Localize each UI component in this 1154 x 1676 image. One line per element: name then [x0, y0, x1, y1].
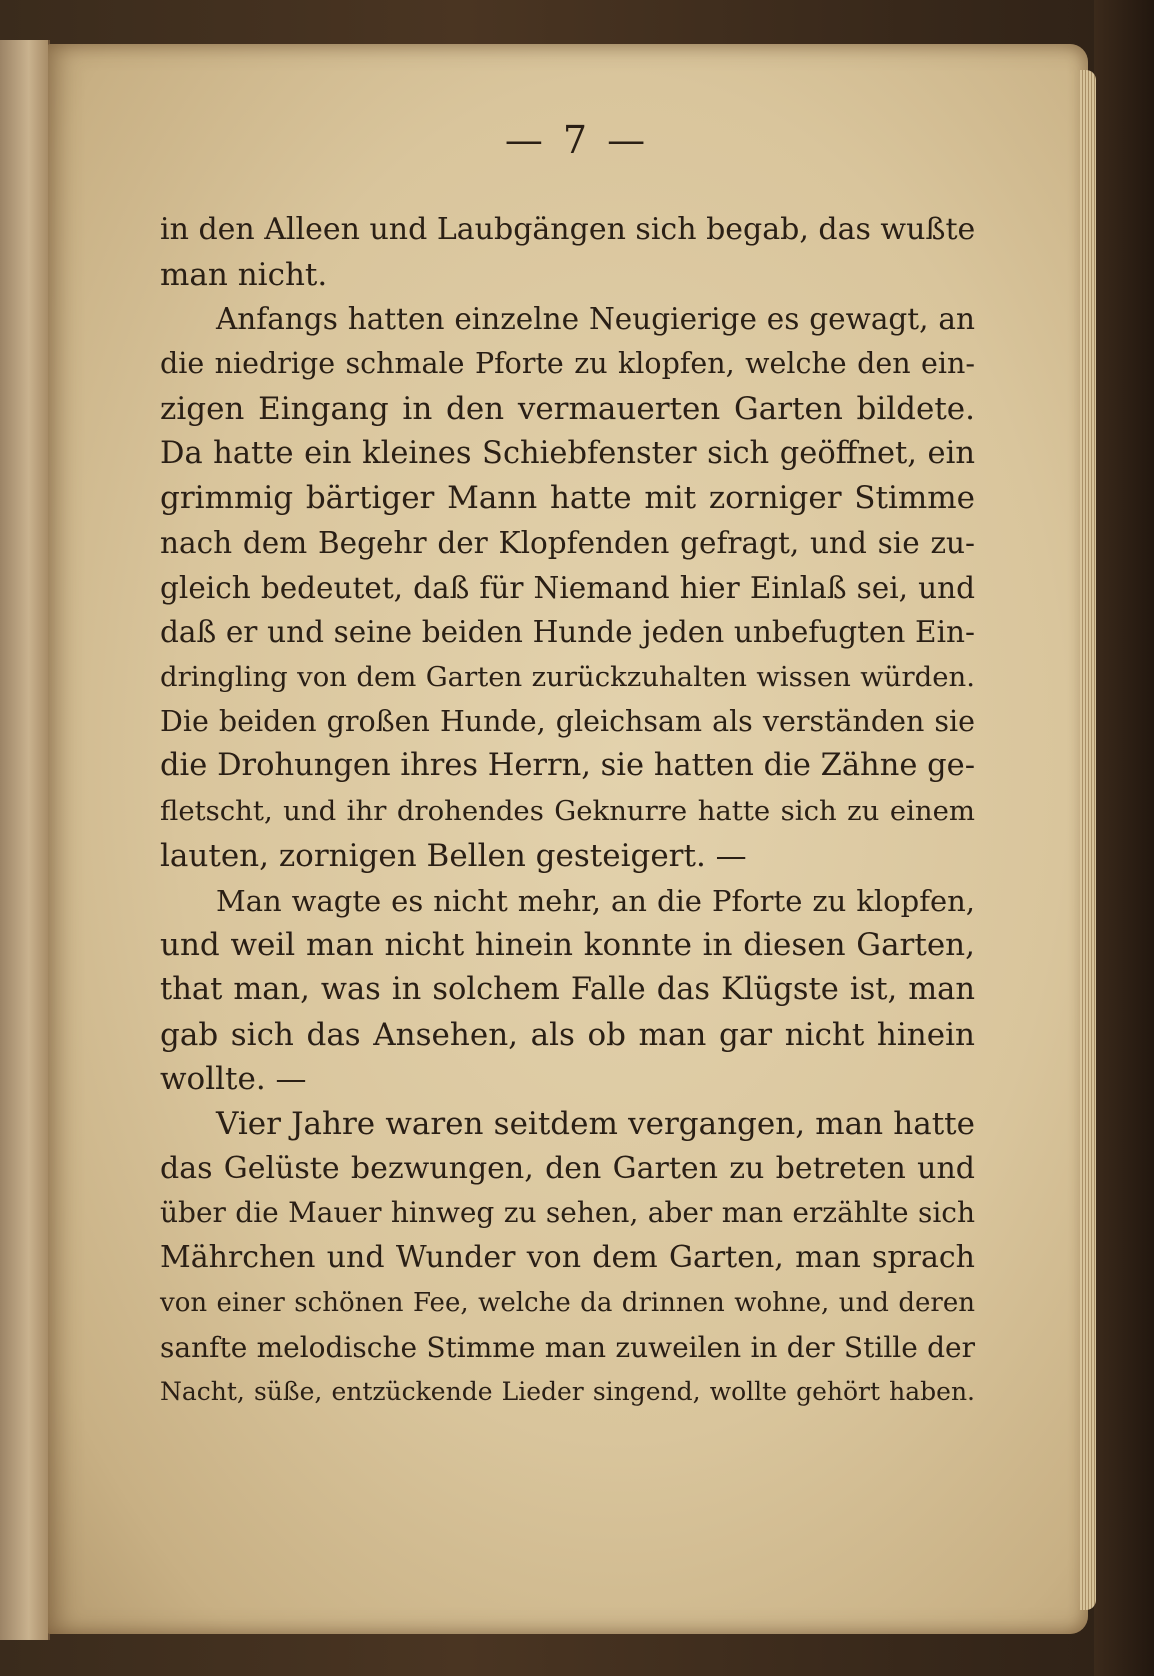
text-line: nach dem Begehr der Klopfenden gefragt, und sie zu- — [160, 525, 975, 560]
text-line: Da hatte ein kleines Schiebfenster sich geöffnet, ein — [160, 435, 975, 471]
book-cover-edge — [1094, 0, 1154, 1676]
text-line: das Gelüste bezwungen, den Garten zu betreten und — [160, 1150, 975, 1186]
text-line: Man wagte es nicht mehr, an die Pforte zu klopfen, — [216, 883, 975, 918]
text-line: Anfangs hatten einzelne Neugierige es gewagt, an — [216, 302, 975, 337]
text-line: Nacht, süße, entzückende Lieder singend, wollte gehört haben. — [160, 1377, 975, 1407]
text-line: Vier Jahre waren seitdem vergangen, man hatte — [216, 1106, 975, 1143]
text-line: zigen Eingang in den vermauerten Garten bildete. — [160, 390, 975, 427]
text-line: und weil man nicht hinein konnte in diesen Garten, — [160, 927, 975, 964]
text-line: gleich bedeutet, daß für Niemand hier Einlaß sei, und — [160, 570, 975, 605]
text-line: Mährchen und Wunder von dem Garten, man sprach — [160, 1240, 975, 1276]
text-line: die Drohungen ihres Herrn, sie hatten die Zähne ge- — [160, 748, 975, 784]
text-line: wollte. — — [160, 1061, 307, 1098]
text-line: dringling von dem Garten zurückzuhalten wissen würden. — [160, 661, 975, 694]
text-line: fletscht, und ihr drohendes Geknurre hatte sich zu einem — [160, 795, 975, 828]
text-line: sanfte melodische Stimme man zuweilen in der Stille der — [160, 1330, 975, 1364]
text-line: Die beiden großen Hunde, gleichsam als verständen sie — [160, 704, 975, 738]
text-line: that man, was in solchem Falle das Klügste ist, man — [160, 971, 975, 1007]
text-line: über die Mauer hinweg zu sehen, aber man erzählte sich — [160, 1196, 975, 1230]
page-stack-edges — [1080, 70, 1096, 1610]
text-line: lauten, zornigen Bellen gesteigert. — — [160, 837, 747, 874]
text-line: in den Alleen und Laubgängen sich begab, das wußte — [160, 212, 976, 247]
text-line: daß er und seine beiden Hunde jeden unbefugten Ein- — [160, 615, 975, 650]
text-line: gab sich das Ansehen, als ob man gar nicht hinein — [160, 1016, 975, 1053]
text-line: von einer schönen Fee, welche da drinnen wohne, und deren — [160, 1287, 975, 1318]
body-text — [160, 208, 975, 1415]
text-line: grimmig bärtiger Mann hatte mit zorniger Stimme — [160, 480, 975, 517]
page-number: — 7 — — [504, 118, 650, 162]
text-line: die niedrige schmale Pforte zu klopfen, welche den ein- — [160, 347, 975, 381]
text-line: man nicht. — [160, 256, 328, 293]
left-page-edge — [0, 40, 50, 1640]
